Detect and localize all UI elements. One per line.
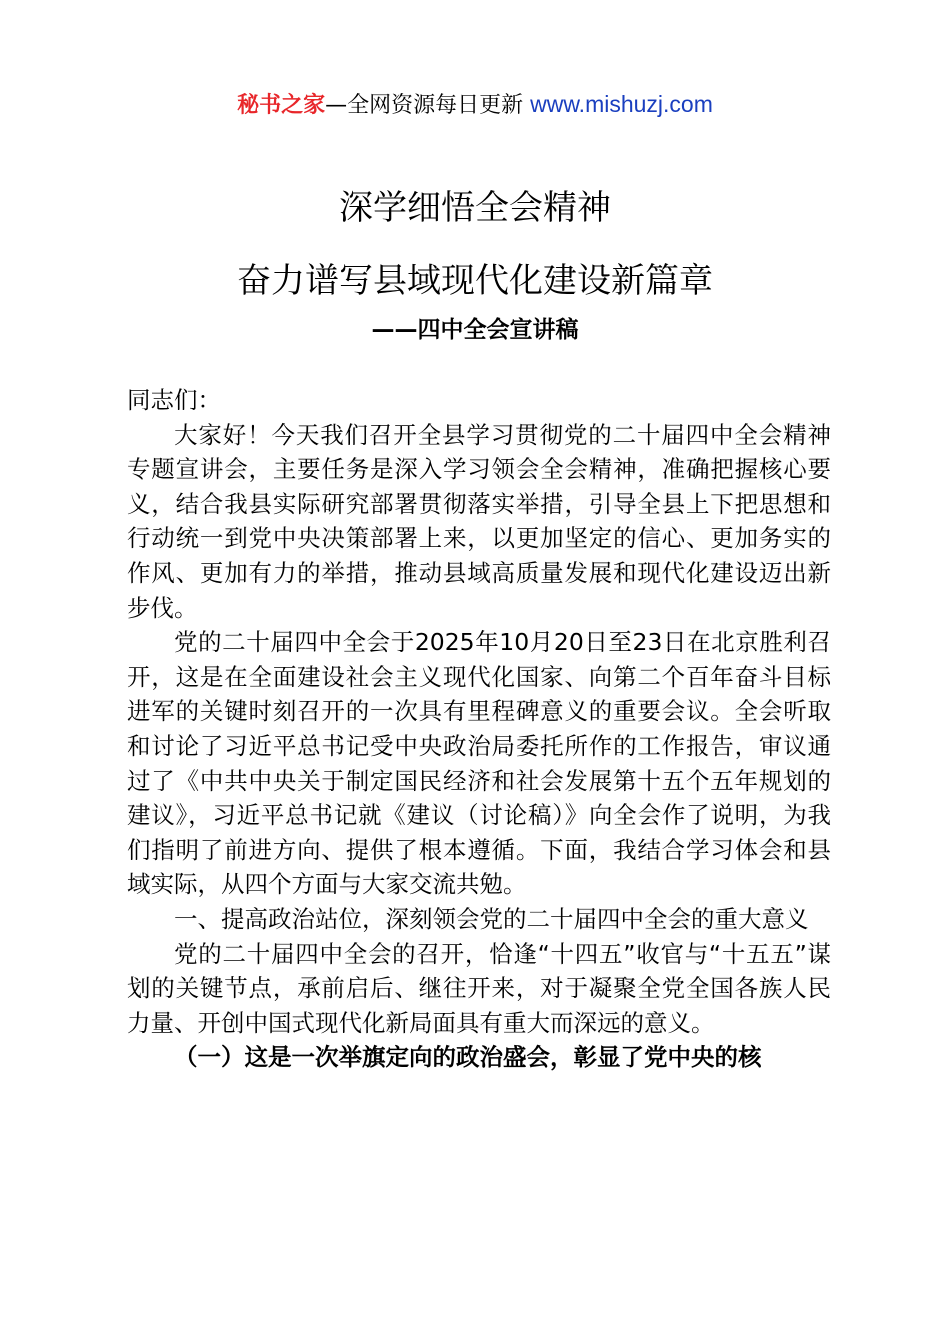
document-title-line-1: 深学细悟全会精神 [339, 188, 611, 228]
document-subtitle: ——四中全会宣讲稿 [371, 317, 579, 343]
document-title-line-2: 奋力谱写县域现代化建设新篇章 [237, 261, 713, 301]
paragraph-significance: 党的二十届四中全会的召开，恰逢“十四五”收官与“十五五”谋划的关键节点，承前启后、继往开来，对于凝聚全党全国各族人民力量、开创中国式现代化新局面具有重大而深远的意义。 [127, 939, 831, 1037]
paragraph-opening: 大家好！今天我们召开全县学习贯彻党的二十届四中全会精神专题宣讲会，主要任务是深入学习领会全会精神，准确把握核心要义，结合我县实际研究部署贯彻落实举措，引导全县上下把思想和行动统一到党中央决策部署上来，以更加坚定的信心、更加务实的作风、更加有力的举措，推动县域高质量发展和现代化建设迈出新步伐。 [127, 420, 831, 622]
site-brand: 秘书之家 [237, 93, 326, 118]
paragraph-background: 党的二十届四中全会于2025年10月20日至23日在北京胜利召开，这是在全面建设社会主义现代化国家、向第二个百年奋斗目标进军的关键时刻召开的一次具有里程碑意义的重要会议。全会听取和讨论了习近平总书记受中央政治局委托所作的工作报告，审议通过了《中共中央关于制定国民经济和社会发展第十五个五年规划的建议》，习近平总书记就《建议（讨论稿）》向全会作了说明，为我们指明了前进方向、提供了根本遵循。下面，我结合学习体会和县域实际，从四个方面与大家交流共勉。 [127, 628, 831, 899]
subsection-heading-1: （一）这是一次举旗定向的政治盛会，彰显了党中央的核 [174, 1043, 762, 1072]
site-tagline: —全网资源每日更新 [325, 93, 524, 118]
site-url-link[interactable]: www.mishuzj.com [530, 91, 713, 117]
document-body [127, 383, 831, 1075]
site-header [0, 86, 950, 124]
salutation: 同志们： [127, 386, 221, 414]
section-heading-1: 一、提高政治站位，深刻领会党的二十届四中全会的重大意义 [174, 904, 809, 933]
